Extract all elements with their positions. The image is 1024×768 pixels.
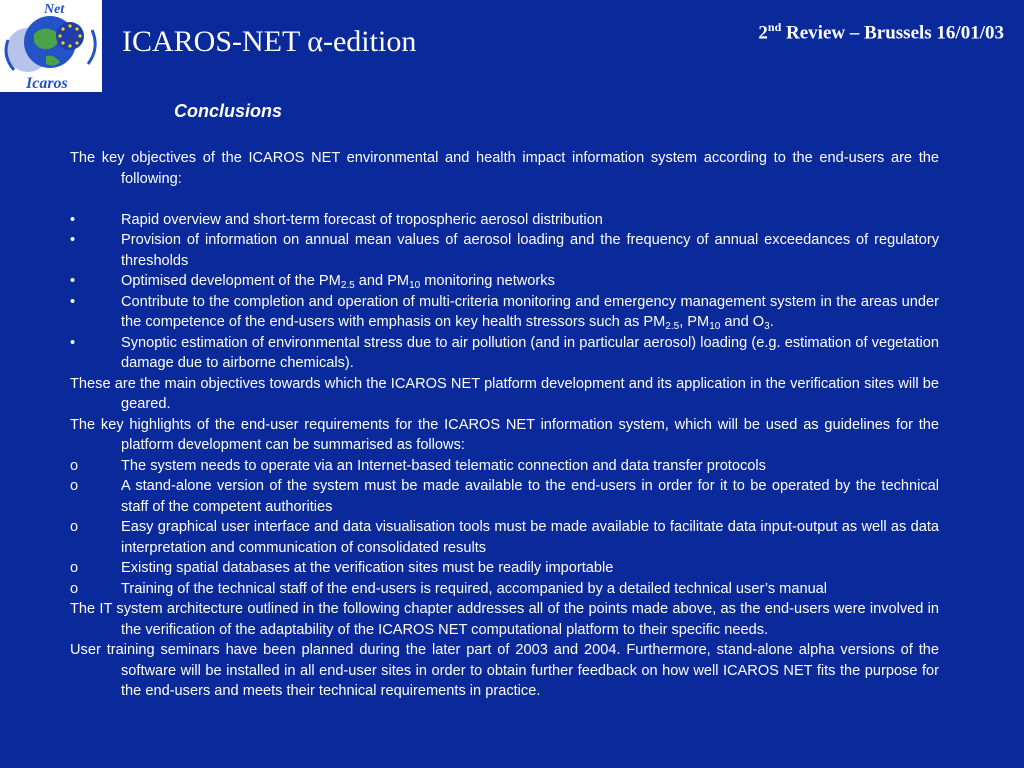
subscript: 2.5	[340, 280, 355, 291]
circle-marker: o	[70, 478, 79, 494]
objective-text: Rapid overview and short-term forecast of tropospheric aerosol distribution	[121, 211, 603, 228]
highlight-text: The system needs to operate via an Internet-based telematic connection and data transfer protocols	[121, 457, 766, 474]
objective-text	[121, 292, 939, 333]
text-run: .	[769, 314, 774, 330]
highlight-text: Existing spatial databases at the verification sites must be readily importable	[121, 560, 614, 576]
objectives-summary-paragraph: These are the main objectives towards which the ICAROS NET platform development and its application in the verification sites will be geared.	[70, 375, 939, 412]
highlight-text: A stand-alone version of the system must be made available to the end-users in order for it to be operated by the technical staff of the competent authorities	[121, 478, 939, 515]
highlight-item	[70, 579, 939, 600]
bullet-marker: •	[70, 293, 76, 310]
subscript: 10	[409, 280, 421, 291]
objective-item	[70, 292, 939, 333]
circle-marker: o	[70, 457, 79, 474]
objective-item	[70, 230, 939, 271]
text-run: and O	[720, 314, 765, 330]
text-run: Contribute to the completion and operation of multi-criteria monitoring and emergency management system in the areas under the competence of the end-users with emphasis on key health stressors such as PM	[121, 293, 939, 330]
highlight-item	[70, 456, 939, 477]
highlight-item	[70, 558, 939, 579]
objective-item	[70, 271, 939, 292]
objective-item	[70, 333, 939, 374]
bullet-marker: •	[70, 334, 76, 351]
objective-text	[121, 271, 939, 292]
subscript: 3	[764, 321, 770, 332]
highlight-text: Training of the technical staff of the end-users is required, accompanied by a detailed technical user’s manual	[121, 580, 828, 597]
logo-top-text: Net	[44, 2, 65, 17]
highlight-item	[70, 476, 939, 517]
highlights-intro-paragraph: The key highlights of the end-user requirements for the ICAROS NET information system, which will be used as guidelines for the platform development can be summarised as follows:	[70, 416, 939, 453]
highlight-item	[70, 517, 939, 558]
objective-text: Synoptic estimation of environmental stress due to air pollution (and in particular aerosol) loading (e.g. estimation of vegetation damage due to airborne chemicals).	[121, 334, 939, 371]
circle-marker: o	[70, 580, 79, 597]
architecture-paragraph: The IT system architecture outlined in the following chapter addresses all of the points made above, as the end-users were involved in the verification of the adaptability of the ICAROS NET computational platform to their specific needs.	[70, 601, 939, 638]
circle-marker: o	[70, 560, 79, 576]
bullet-marker: •	[70, 232, 76, 248]
section-heading: Conclusions	[174, 101, 283, 121]
slide-title: ICAROS-NET α-edition	[122, 25, 417, 58]
objective-item	[70, 210, 939, 231]
logo-bottom-text: Icaros	[26, 75, 68, 92]
review-ordinal: 2	[758, 22, 768, 44]
intro-paragraph: The key objectives of the ICAROS NET environmental and health impact information system according to the end-users are the following:	[70, 150, 939, 187]
circle-marker: o	[70, 519, 79, 535]
text-run: monitoring networks	[420, 273, 555, 289]
slide-body	[70, 148, 939, 702]
review-header	[758, 20, 1004, 44]
spacer	[70, 189, 939, 210]
review-label: Review – Brussels 16/01/03	[781, 22, 1004, 44]
text-run: Optimised development of the PM	[121, 273, 341, 289]
text-run: and PM	[354, 273, 410, 289]
objective-text: Provision of information on annual mean values of aerosol loading and the frequency of annual exceedances of regulatory thresholds	[121, 232, 939, 269]
training-paragraph: User training seminars have been planned during the later part of 2003 and 2004. Furthermore, stand-alone alpha versions of the software will be installed in all end-user sites in order to obtain further feedback on how well ICAROS NET fits the purpose for the end-users and meets their technical requirements in practice.	[70, 642, 939, 699]
text-run: , PM	[679, 314, 710, 330]
icaros-net-logo	[0, 0, 102, 92]
review-ordinal-suffix: nd	[767, 20, 782, 34]
bullet-marker: •	[70, 211, 76, 228]
subscript: 10	[709, 321, 721, 332]
highlight-text: Easy graphical user interface and data visualisation tools must be made available to facilitate data input-output as well as data interpretation and communication of consolidated results	[121, 519, 939, 556]
bullet-marker: •	[70, 273, 76, 289]
subscript: 2.5	[665, 321, 680, 332]
